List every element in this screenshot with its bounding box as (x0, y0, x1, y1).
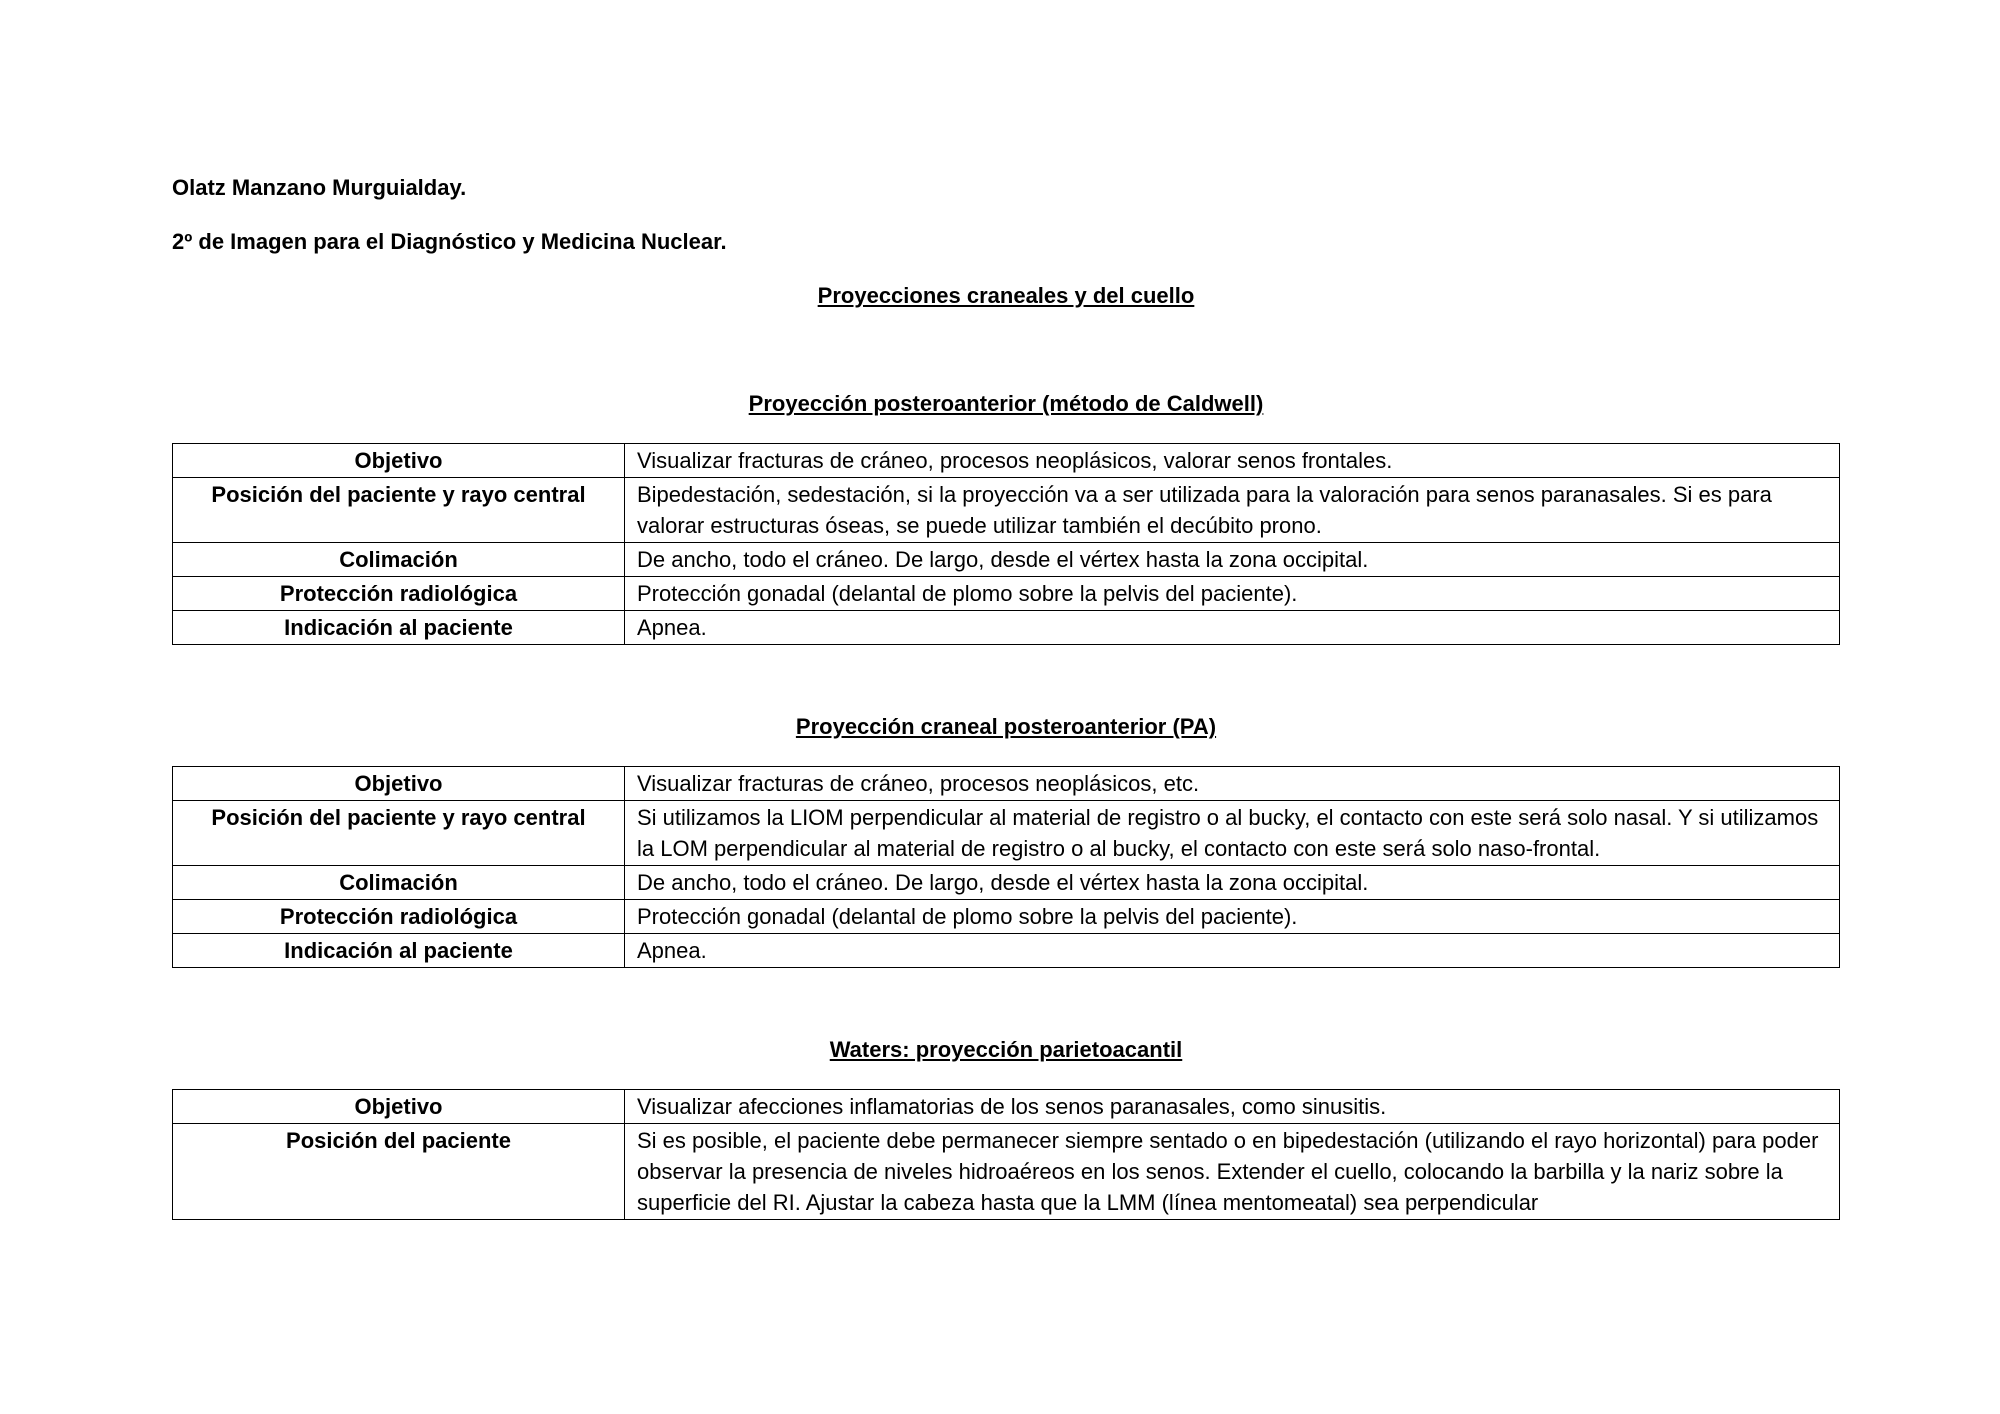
row-value: De ancho, todo el cráneo. De largo, desde el vértex hasta la zona occipital. (625, 866, 1840, 900)
table-caldwell (172, 443, 1840, 645)
table-row (173, 1124, 1840, 1220)
table-waters (172, 1089, 1840, 1220)
row-value: Apnea. (625, 934, 1840, 968)
table-row (173, 934, 1840, 968)
row-value: Si es posible, el paciente debe permanecer siempre sentado o en bipedestación (utilizando el rayo horizontal) para poder observar la presencia de niveles hidroaéreos en los senos. Extender el cuello, colocando la barbilla y la nariz sobre la superficie del RI. Ajustar la cabeza hasta que la LMM (línea mentomeatal) sea perpendicular (625, 1124, 1840, 1220)
row-label: Objetivo (173, 767, 625, 801)
row-value: De ancho, todo el cráneo. De largo, desde el vértex hasta la zona occipital. (625, 543, 1840, 577)
table-row (173, 577, 1840, 611)
row-value: Apnea. (625, 611, 1840, 645)
table-row (173, 478, 1840, 543)
section-title-pa: Proyección craneal posteroanterior (PA) (795, 714, 1217, 739)
row-value: Visualizar afecciones inflamatorias de los senos paranasales, como sinusitis. (625, 1090, 1840, 1124)
row-label: Colimación (173, 543, 625, 577)
row-label: Colimación (173, 866, 625, 900)
course-name: 2º de Imagen para el Diagnóstico y Medicina Nuclear. (172, 229, 727, 254)
table-row (173, 801, 1840, 866)
row-label: Posición del paciente y rayo central (173, 801, 625, 866)
row-label: Objetivo (173, 444, 625, 478)
row-label: Protección radiológica (173, 900, 625, 934)
section-title-waters: Waters: proyección parietoacantil (829, 1037, 1183, 1062)
row-value: Si utilizamos la LIOM perpendicular al material de registro o al bucky, el contacto con este será solo nasal. Y si utilizamos la LOM perpendicular al material de registro o al bucky, el contacto con este será solo naso-frontal. (625, 801, 1840, 866)
table-pa (172, 766, 1840, 968)
row-label: Indicación al paciente (173, 611, 625, 645)
row-value: Visualizar fracturas de cráneo, procesos neoplásicos, valorar senos frontales. (625, 444, 1840, 478)
row-label: Posición del paciente (173, 1124, 625, 1220)
row-value: Protección gonadal (delantal de plomo sobre la pelvis del paciente). (625, 900, 1840, 934)
table-row (173, 866, 1840, 900)
table-row (173, 444, 1840, 478)
table-row (173, 611, 1840, 645)
section-title-caldwell: Proyección posteroanterior (método de Caldwell) (748, 391, 1264, 416)
row-label: Posición del paciente y rayo central (173, 478, 625, 543)
row-label: Indicación al paciente (173, 934, 625, 968)
row-label: Objetivo (173, 1090, 625, 1124)
row-value: Protección gonadal (delantal de plomo sobre la pelvis del paciente). (625, 577, 1840, 611)
row-value: Visualizar fracturas de cráneo, procesos neoplásicos, etc. (625, 767, 1840, 801)
author-name: Olatz Manzano Murguialday. (172, 175, 467, 200)
table-row (173, 543, 1840, 577)
table-row (173, 767, 1840, 801)
document-title: Proyecciones craneales y del cuello (817, 283, 1195, 308)
row-label: Protección radiológica (173, 577, 625, 611)
row-value: Bipedestación, sedestación, si la proyección va a ser utilizada para la valoración para senos paranasales. Si es para valorar estructuras óseas, se puede utilizar también el decúbito prono. (625, 478, 1840, 543)
table-row (173, 1090, 1840, 1124)
table-row (173, 900, 1840, 934)
